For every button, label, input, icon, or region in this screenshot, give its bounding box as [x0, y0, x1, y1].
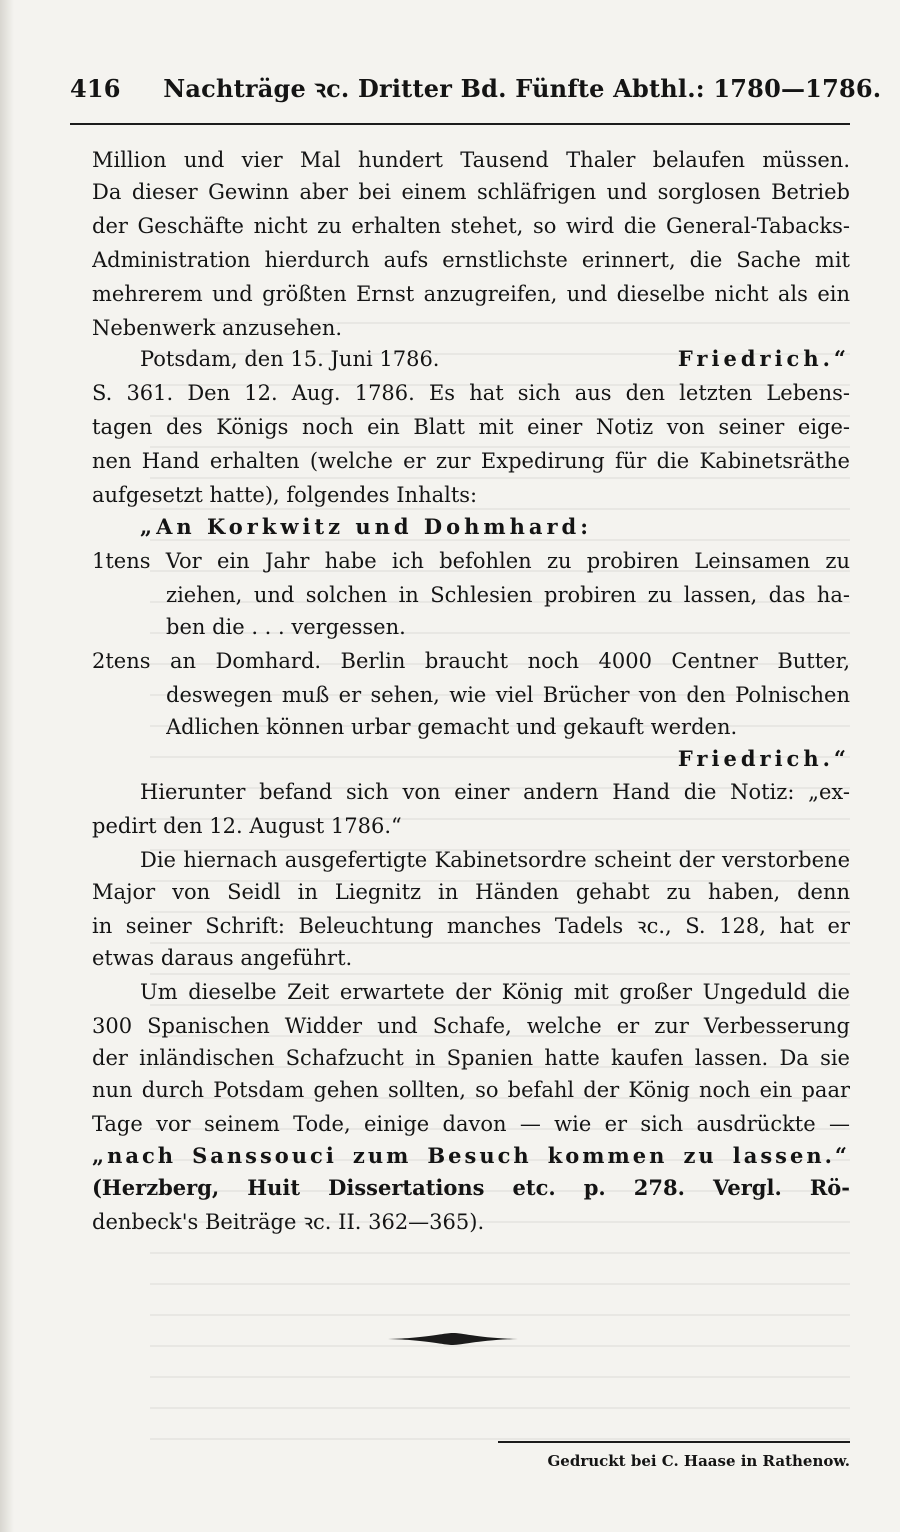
- text-line: nun durch Potsdam gehen sollten, so befahl der König noch ein paar: [92, 1078, 850, 1102]
- text-line: der inländischen Schafzucht in Spanien hatte kaufen lassen. Da sie: [92, 1046, 850, 1070]
- text-line: pedirt den 12. August 1786.“: [92, 814, 402, 838]
- header-rule: [70, 123, 850, 125]
- text-line: denbeck's Beiträge ꝛc. II. 362—365).: [92, 1210, 485, 1234]
- page-edge-shadow: [0, 0, 14, 1532]
- text-line: der Geschäfte nicht zu erhalten stehet, so wird die General-Tabacks-: [92, 214, 850, 238]
- text-line: Hierunter befand sich von einer andern Hand die Notiz: „ex-: [140, 780, 850, 804]
- address-line: „An Korkwitz und Dohmhard:: [140, 514, 592, 539]
- text-line: „nach Sanssouci zum Besuch kommen zu lassen.“: [92, 1143, 850, 1168]
- text-line: 2tens an Domhard. Berlin braucht noch 4000 Centner Butter,: [92, 649, 850, 673]
- tailpiece-ornament: [388, 1331, 518, 1347]
- text-line: Major von Seidl in Liegnitz in Händen gehabt zu haben, denn: [92, 880, 850, 904]
- text-line: deswegen muß er sehen, wie viel Brücher von den Polnischen: [166, 683, 850, 707]
- imprint-rule: [498, 1441, 850, 1443]
- text-line: 300 Spanischen Widder und Schafe, welche er zur Verbesserung: [92, 1014, 850, 1038]
- running-title: Nachträge ꝛc. Dritter Bd. Fünfte Abthl.: 1780—1786.: [163, 74, 882, 103]
- page-number: 416: [70, 74, 121, 103]
- text-line: S. 361. Den 12. Aug. 1786. Es hat sich aus den letzten Lebens-: [92, 381, 850, 405]
- text-line: etwas daraus angeführt.: [92, 946, 353, 970]
- printer-imprint: Gedruckt bei C. Haase in Rathenow.: [547, 1452, 850, 1470]
- text-line: Administration hierdurch aufs ernstlichste erinnert, die Sache mit: [92, 248, 850, 272]
- signature-friedrich: Friedrich.“: [677, 746, 850, 771]
- text-line: Nebenwerk anzusehen.: [92, 316, 343, 340]
- text-line: Million und vier Mal hundert Tausend Thaler belaufen müssen.: [92, 148, 850, 172]
- text-line: nen Hand erhalten (welche er zur Expedirung für die Kabinetsräthe: [92, 449, 850, 473]
- text-line: Adlichen können urbar gemacht und gekauft werden.: [166, 715, 738, 739]
- text-line: aufgesetzt hatte), folgendes Inhalts:: [92, 483, 478, 507]
- text-line: tagen des Königs noch ein Blatt mit einer Notiz von seiner eige-: [92, 415, 850, 439]
- text-line: mehrerem und größten Ernst anzugreifen, und dieselbe nicht als ein: [92, 282, 850, 306]
- text-line: Tage vor seinem Tode, einige davon — wie er sich ausdrückte —: [92, 1112, 850, 1136]
- dateline: Potsdam, den 15. Juni 1786.: [140, 347, 440, 371]
- running-header: [70, 72, 882, 105]
- text-line: in seiner Schrift: Beleuchtung manches Tadels ꝛc., S. 128, hat er: [92, 914, 850, 938]
- text-line: ziehen, und solchen in Schlesien probiren zu lassen, das ha-: [166, 583, 850, 607]
- text-line: (Herzberg, Huit Dissertations etc. p. 278. Vergl. Rö-: [92, 1175, 850, 1200]
- text-line: Da dieser Gewinn aber bei einem schläfrigen und sorglosen Betrieb: [92, 180, 850, 204]
- text-line: Um dieselbe Zeit erwartete der König mit großer Ungeduld die: [140, 980, 850, 1004]
- text-line: 1tens Vor ein Jahr habe ich befohlen zu probiren Leinsamen zu: [92, 549, 850, 573]
- signature-friedrich: Friedrich.“: [677, 346, 850, 371]
- text-line: ben die . . . vergessen.: [166, 615, 406, 639]
- text-line: Die hiernach ausgefertigte Kabinetsordre scheint der verstorbene: [140, 848, 850, 872]
